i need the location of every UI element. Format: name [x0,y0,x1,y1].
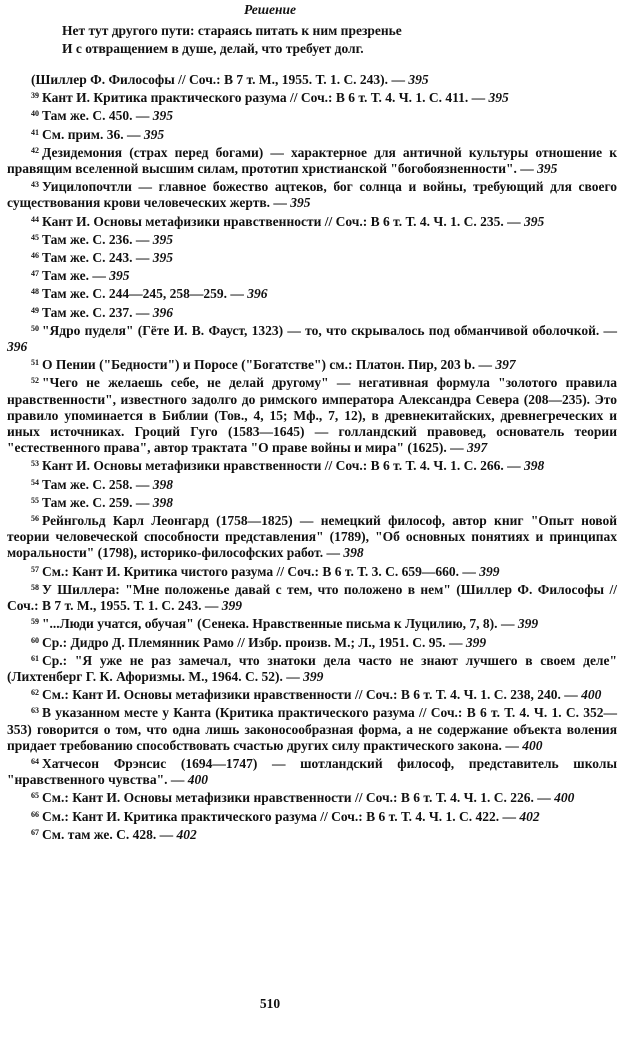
endnote-number: 46 [31,251,39,261]
endnote-number: 56 [31,514,39,524]
endnote-dash: — [459,563,480,579]
endnote-text: "Чего не желаешь себе, не делай другому" — негативная формула "золотого правила нравственности", известного задолго до римского императора Александра Севера (208—235). Это правило упоминается в Библии (Тов., 4, 15; Мф., 7, 12), в древнекитайских, древнегреческих и иных источниках. Гроций Гуго (1583—1645) — голландский правовед, основатель теории "естественного права", автор трактата "О праве войны и мира" (1625). [7,375,617,456]
endnote-number: 41 [31,127,39,137]
endnote [7,580,617,614]
endnote-dash: — [201,598,222,614]
endnote-dash: — [167,772,188,788]
endnote-dash: — [323,545,344,561]
endnote [7,321,617,355]
page-number: 510 [259,996,281,1011]
endnote-dash: — [282,668,304,684]
endnote-text: О Пении ("Бедности") и Поросе ("Богатстве") см.: Платон. Пир, 203 b. [42,357,476,373]
endnote-page-ref: 395 [290,195,311,211]
endnote-dash: — [503,213,524,229]
endnote [7,651,617,685]
endnote-text: Кант И. Критика практического разума // Соч.: В 6 т. Т. 4. Ч. 1. С. 411. [42,90,469,106]
endnote-text: В указанном месте у Канта (Критика практического разума // Соч.: В 6 т. Т. 4. Ч. 1. С. 352—353) говорится о том, что одна лишь законосообразная форма, а не содержание объекта воления придает требованию способствовать счастью других силу практического закона. [7,705,617,753]
endnote-text: Там же. С. 258. [42,476,133,492]
endnote-text: Там же. С. 237. [42,304,133,320]
endnote-dash: — [497,616,518,632]
endnote-dash: — [599,322,617,338]
endnote-text: Кант И. Основы метафизики нравственности // Соч.: В 6 т. Т. 4. Ч. 1. С. 266. [42,458,504,474]
endnote-dash: — [270,195,291,211]
endnote-page-ref: 395 [537,161,558,177]
endnote-page-ref: 400 [554,790,575,806]
endnote-dash: — [88,268,110,284]
endnote [7,72,617,88]
endnote-number: 55 [31,495,39,505]
endnote [7,284,617,302]
endnote-number: 40 [31,109,39,119]
endnote [7,143,617,177]
verse-line: И с отвращением в душе, делай, что требует долг. [62,40,364,56]
endnote-number: 48 [31,287,39,297]
endnote-text: "Ядро пуделя" (Гёте И. В. Фауст, 1323) — то, что скрывалось под обманчивой оболочкой. [42,322,600,338]
endnote-dash: — [533,790,555,806]
endnote-dash: — [499,808,520,824]
endnote-text: См. прим. 36. [42,126,124,142]
endnote-number: 53 [31,459,39,469]
verse-line: Нет тут другого пути: стараясь питать к ним презренье [62,23,402,38]
endnote [7,355,617,373]
endnote-dash: — [446,440,467,456]
endnote-number: 67 [31,827,39,837]
endnote [7,248,617,266]
endnote-page-ref: 398 [152,494,173,510]
endnote-number: 64 [31,756,39,766]
endnote-number: 63 [31,706,39,716]
endnote [7,177,617,211]
endnote-dash: — [468,90,489,106]
endnote-page-ref: 399 [303,668,324,684]
endnote [7,633,617,651]
endnote-page-ref: 399 [479,563,500,579]
endnote-number: 45 [31,232,39,242]
endnote-dash: — [475,357,496,373]
endnote-dash: — [132,304,153,320]
endnote-number: 43 [31,180,39,190]
endnote-number: 65 [31,791,39,801]
endnote-text: Кант И. Основы метафизики нравственности // Соч.: В 6 т. Т. 4. Ч. 1. С. 235. [42,213,504,229]
endnote-number: 44 [31,214,39,224]
endnote [7,825,617,843]
section-heading: Решение [244,2,296,17]
endnote [7,212,617,230]
endnote-page-ref: 402 [519,808,540,824]
endnote-number: 49 [31,305,39,315]
endnote-page-ref: 398 [152,476,173,492]
endnote-text: См.: Кант И. Основы метафизики нравственности // Соч.: В 6 т. Т. 4. Ч. 1. С. 238, 240. [42,687,561,703]
endnote-text: См. там же. С. 428. [42,826,157,842]
endnote-text: (Шиллер Ф. Философы // Соч.: В 7 т. М., 1955. Т. 1. С. 243). [31,72,389,87]
endnote-number: 62 [31,688,39,698]
endnote-dash: — [123,126,144,142]
endnote [7,493,617,511]
endnote-text: Ср.: "Я уже не раз замечал, что знатоки дела часто не знают лучшего в своем деле" (Лихтенберг Г. К. Афоризмы. М., 1964. С. 52). [7,652,617,684]
endnote-dash: — [132,231,153,247]
endnote [7,562,617,580]
endnote [7,788,617,806]
endnote-number: 39 [31,91,39,101]
endnote-text: Дезидемония (страх перед богами) — характерное для античной культуры отношение к правящим вселенной высшим силам, прототип христианской "богобоязненности". [7,144,617,177]
endnote-dash: — [132,108,153,124]
endnote-text: Ср.: Дидро Д. Племянник Рамо // Избр. произв. М.; Л., 1951. С. 95. [42,634,446,650]
endnote-number: 60 [31,635,39,645]
endnote-page-ref: 395 [143,126,165,142]
endnote-page-ref: 396 [7,339,28,355]
endnote-page-ref: 399 [465,634,487,650]
endnote [7,511,617,562]
endnote-page-ref: 398 [343,545,364,561]
endnote-text: Там же. С. 259. [42,494,133,510]
endnote [7,685,617,703]
endnote [7,456,617,474]
epigraph-verse [62,22,582,57]
endnote-dash: — [560,687,582,703]
endnote-number: 59 [31,617,39,627]
endnote-page-ref: 396 [152,304,173,320]
endnote-page-ref: 397 [466,440,488,456]
endnote-page-ref: 395 [523,213,545,229]
endnote-page-ref: 399 [221,598,243,614]
endnote-text: Там же. С. 244—245, 258—259. [42,286,227,302]
endnote [7,703,617,754]
endnote-text: Там же. С. 236. [42,231,133,247]
endnote-page-ref: 395 [109,268,130,284]
endnote-text: Там же. С. 450. [42,108,133,124]
endnote [7,125,617,143]
endnote-number: 61 [31,653,39,663]
endnote-dash: — [226,286,248,302]
endnote-dash: — [501,737,523,753]
endnote-dash: — [132,476,153,492]
endnote-page-ref: 395 [152,250,173,266]
endnote-number: 57 [31,564,39,574]
endnote-page-ref: 400 [187,772,208,788]
endnote-text: Хатчесон Фрэнсис (1694—1747) — шотландский философ, представитель школы "нравственного чувства". [7,755,617,788]
endnote-text: См.: Кант И. Критика чистого разума // Соч.: В 6 т. Т. 3. С. 659—660. [42,563,460,579]
endnote [7,754,617,788]
endnote-number: 50 [31,323,39,333]
endnote [7,88,617,106]
endnote-number: 66 [31,809,39,819]
endnote-number: 47 [31,269,39,279]
endnote [7,807,617,825]
endnote-text: "...Люди учатся, обучая" (Сенека. Нравственные письма к Луцилию, 7, 8). [42,616,498,632]
endnote [7,475,617,493]
endnote-text: Уицилопочтли — главное божество ацтеков, бог солнца и войны, требующий для своего существования крови человеческих жертв. [7,179,617,211]
endnote-dash: — [516,161,538,177]
endnote-page-ref: 399 [517,616,539,632]
endnote-page-ref: 397 [495,357,516,373]
endnote-number: 42 [31,145,39,155]
endnote-text: У Шиллера: "Мне положенье давай с тем, что положено в нем" (Шиллер Ф. Философы // Соч.: В 7 т. М., 1955. Т. 1. С. 243. [7,581,617,614]
endnote-text: Рейнгольд Карл Леонгард (1758—1825) — немецкий философ, автор книг "Опыт новой теории человеческой способности представления" (1789), "Об основных понятиях и принципах моральности" (1798), историко-философских работ. [7,513,617,561]
endnote-page-ref: 395 [152,231,173,247]
endnote-dash: — [445,634,466,650]
endnote-page-ref: 395 [152,108,173,124]
endnote-page-ref: 395 [408,72,429,87]
endnote-number: 58 [31,582,39,592]
endnote-text: Там же. С. 243. [42,250,133,266]
endnote [7,614,617,632]
endnote [7,266,617,284]
endnote-number: 54 [31,477,39,487]
endnote-text: См.: Кант И. Основы метафизики нравственности // Соч.: В 6 т. Т. 4. Ч. 1. С. 226. [42,790,534,806]
endnote-number: 52 [31,376,39,386]
endnote-page-ref: 396 [247,286,268,302]
endnote-number: 51 [31,358,39,368]
endnote [7,230,617,248]
endnote-page-ref: 400 [581,687,602,703]
endnote-page-ref: 402 [176,826,197,842]
endnote-text: Там же. [42,268,89,284]
endnote-dash: — [132,250,153,266]
endnote [7,106,617,124]
endnote-dash: — [388,72,409,87]
endnote-page-ref: 398 [523,458,545,474]
endnote-page-ref: 400 [522,737,543,753]
endnote [7,373,617,456]
endnote-dash: — [156,826,177,842]
endnote-dash: — [132,494,153,510]
endnote-dash: — [503,458,524,474]
endnote-page-ref: 395 [488,90,509,106]
endnote-text: См.: Кант И. Критика практического разума // Соч.: В 6 т. Т. 4. Ч. 1. С. 422. [42,808,500,824]
endnote [7,303,617,321]
endnotes-list [7,72,617,843]
